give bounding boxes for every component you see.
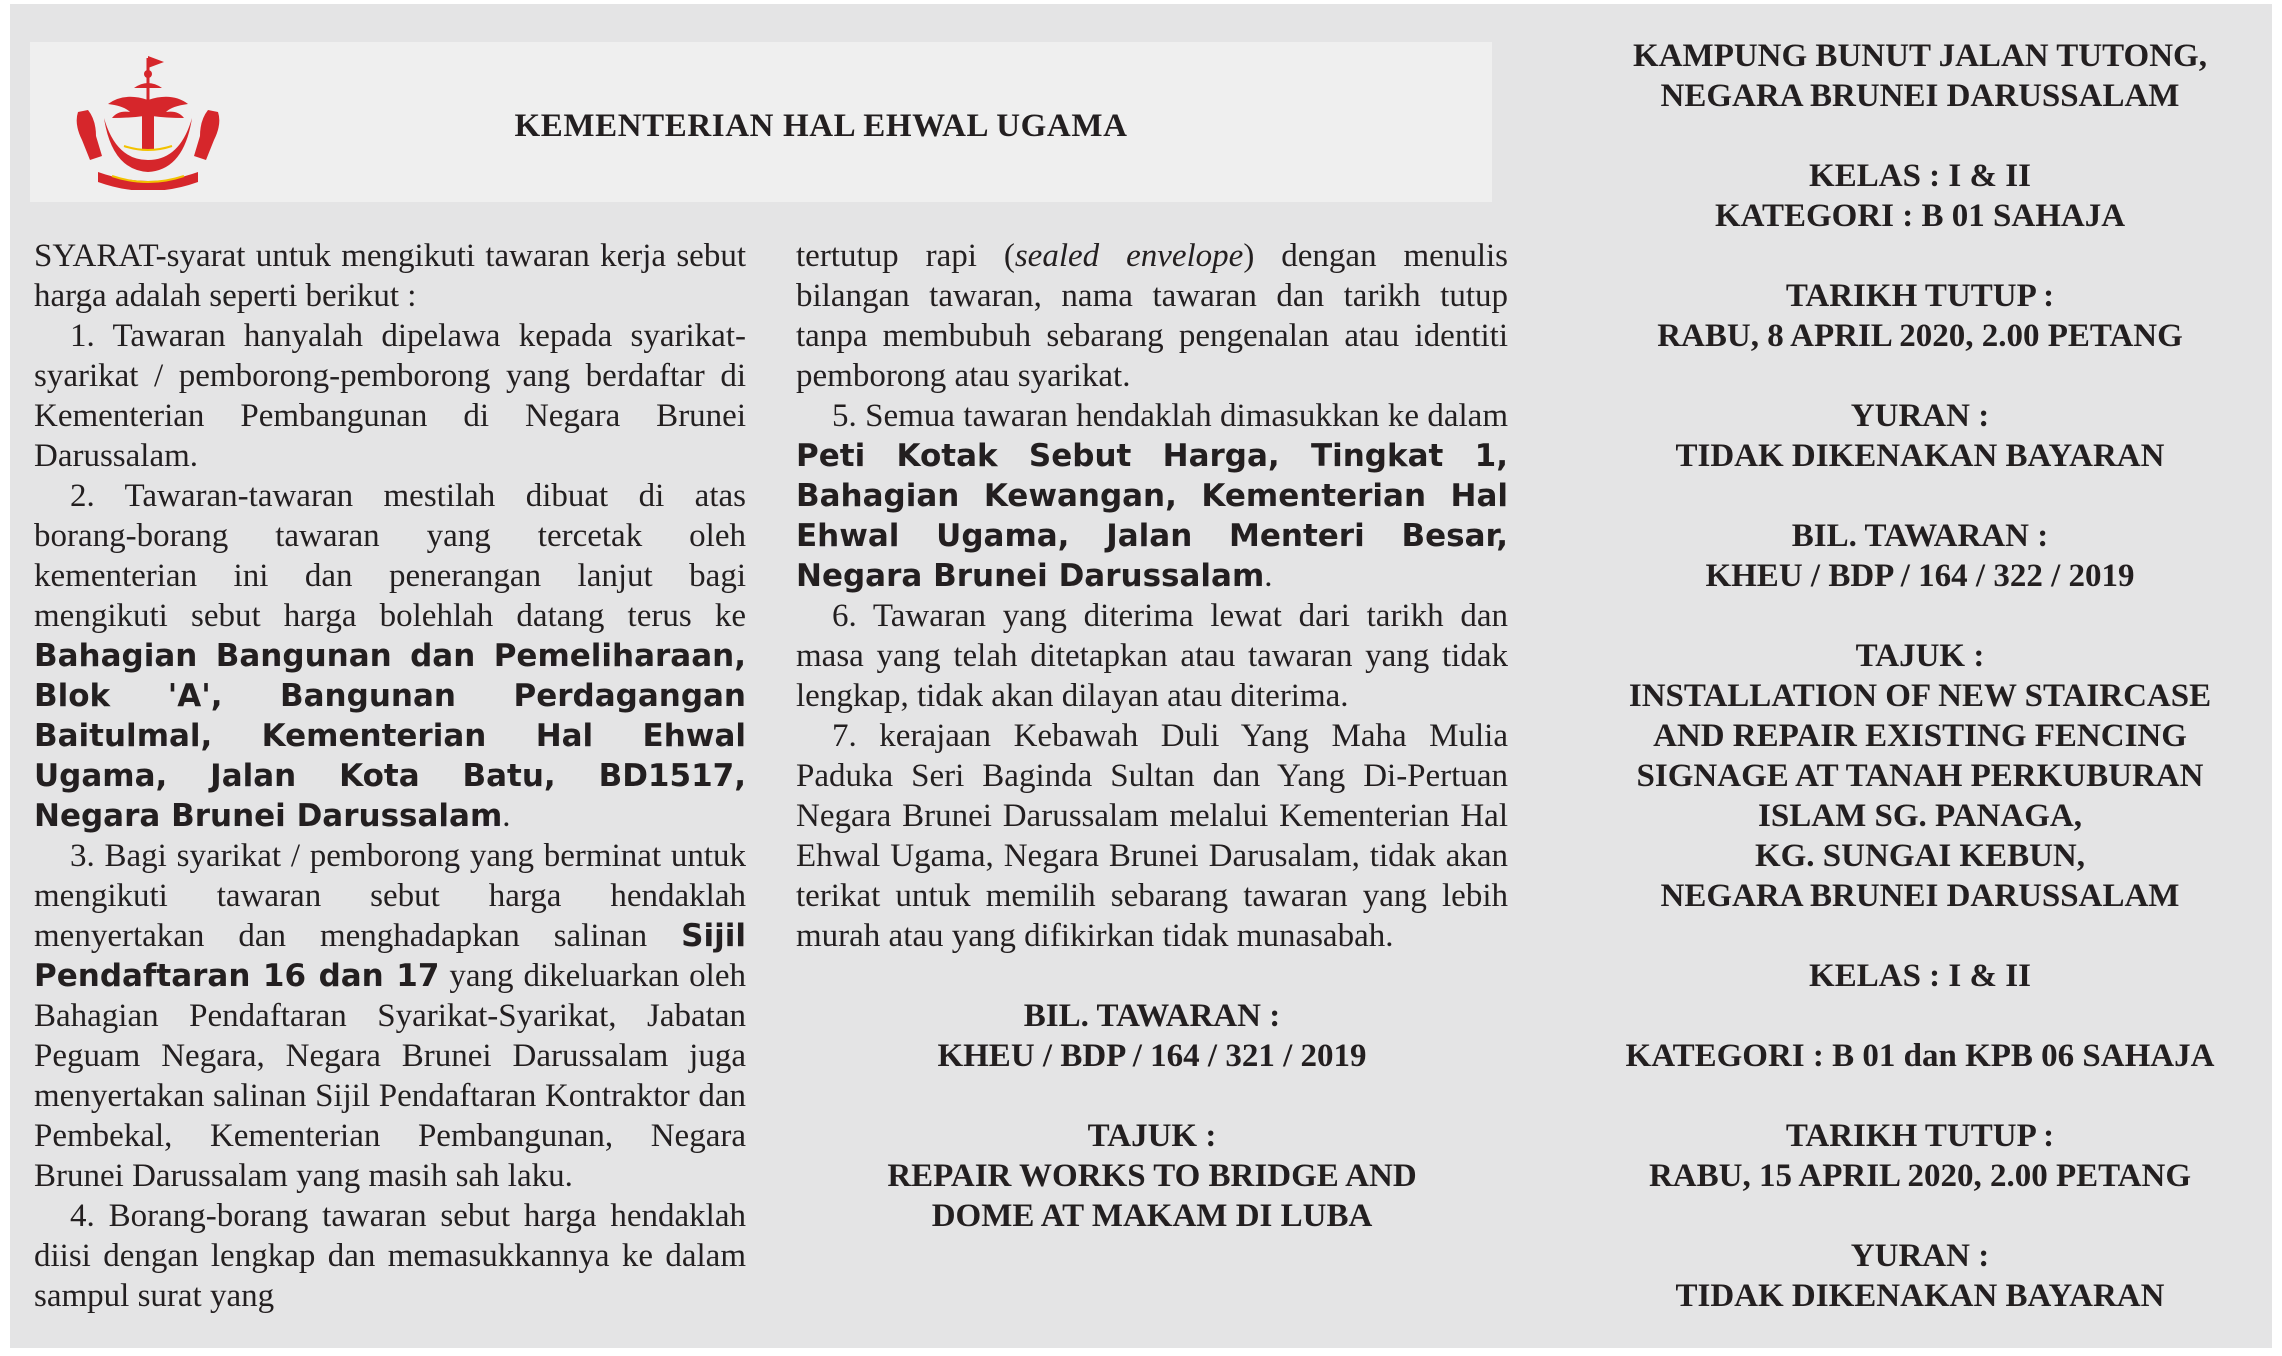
- header-banner: [30, 42, 1492, 202]
- conditions-column-1: [34, 236, 746, 1316]
- tender-1-bil-value: KHEU / BDP / 164 / 321 / 2019: [937, 1038, 1367, 1074]
- condition-item-5-end: .: [1264, 558, 1273, 594]
- tender-1-tajuk-line: REPAIR WORKS TO BRIDGE AND: [887, 1158, 1417, 1194]
- conditions-intro: SYARAT-syarat untuk mengikuti tawaran kerja sebut harga adalah seperti berikut :: [34, 238, 746, 314]
- tender-1-location: NEGARA BRUNEI DARUSSALAM: [1660, 78, 2180, 114]
- tender-2-tajuk-line: KG. SUNGAI KEBUN,: [1754, 838, 2086, 874]
- ministry-title: KEMENTERIAN HAL EHWAL UGAMA: [514, 108, 1128, 144]
- tender-2-tajuk-line: NEGARA BRUNEI DARUSSALAM: [1660, 878, 2180, 914]
- tender-1-kategori: KATEGORI : B 01 SAHAJA: [1714, 198, 2126, 234]
- tender-1-bil-label: BIL. TAWARAN :: [1023, 998, 1281, 1034]
- tender-1-tarikh-label: TARIKH TUTUP :: [1785, 278, 2055, 314]
- sealed-envelope-term: sealed envelope: [1014, 238, 1244, 274]
- tender-2-tajuk-line: AND REPAIR EXISTING FENCING: [1653, 718, 2187, 754]
- tender-2-tajuk-label: TAJUK :: [1855, 638, 1985, 674]
- tender-2-tarikh-value: RABU, 15 APRIL 2020, 2.00 PETANG: [1648, 1158, 2192, 1194]
- condition-item-4-continued: [796, 236, 1508, 396]
- tender-1-tajuk-line: DOME AT MAKAM DI LUBA: [931, 1198, 1373, 1234]
- condition-item-2-end: .: [502, 798, 511, 834]
- tender-1-location: KAMPUNG BUNUT JALAN TUTONG,: [1633, 38, 2207, 74]
- condition-item-4: 4. Borang-borang tawaran sebut harga hendaklah diisi dengan lengkap dan memasukkannya ke dalam sampul surat yang: [34, 1198, 746, 1314]
- tender-2-tajuk-line: SIGNAGE AT TANAH PERKUBURAN: [1636, 758, 2204, 794]
- condition-item-6: 6. Tawaran yang diterima lewat dari tarikh dan masa yang telah ditetapkan atau tawaran yang tidak lengkap, tidak akan dilayan atau diterima.: [796, 598, 1508, 714]
- condition-item-3: [34, 836, 746, 1196]
- continued-text-a: tertutup rapi (: [796, 238, 1015, 274]
- condition-item-3-end: yang dikeluarkan oleh Bahagian Pendaftaran Syarikat-Syarikat, Jabatan Peguam Negara, Negara Brunei Darussalam juga menyertakan salinan Sijil Pendaftaran Kontraktor dan Pembekal, Kementerian Pembangunan, Negara Brunei Darussalam yang masih sah laku.: [34, 958, 746, 1194]
- condition-item-2: [34, 476, 746, 836]
- tender-details-column: [1570, 36, 2270, 1316]
- condition-item-2-text: 2. Tawaran-tawaran mestilah dibuat di atas borang-borang tawaran yang tercetak oleh kementerian ini dan penerangan lanjut bagi mengikuti sebut harga bolehlah datang terus ke: [34, 478, 746, 634]
- continued-text-b: ) dengan menulis bilangan tawaran, nama tawaran dan tarikh tutup tanpa membubuh sebarang pengenalan atau identiti pemborong atau syarikat.: [796, 238, 1509, 394]
- condition-item-5-text: 5. Semua tawaran hendaklah dimasukkan ke dalam: [832, 398, 1508, 434]
- notice-page: [10, 4, 2272, 1348]
- tender-1-yuran-value: TIDAK DIKENAKAN BAYARAN: [1675, 438, 2165, 474]
- tender-2-bil-value: KHEU / BDP / 164 / 322 / 2019: [1705, 558, 2135, 594]
- tender-2-kelas: KELAS : I & II: [1809, 958, 2031, 994]
- condition-item-3-text: 3. Bagi syarikat / pemborong yang berminat untuk mengikuti tawaran sebut harga hendaklah menyertakan dan menghadapkan salinan: [34, 838, 746, 954]
- tender-1-tarikh-value: RABU, 8 APRIL 2020, 2.00 PETANG: [1657, 318, 2183, 354]
- condition-item-7: 7. kerajaan Kebawah Duli Yang Maha Mulia Paduka Seri Baginda Sultan dan Yang Di-Pertuan Negara Brunei Darussalam melalui Kementerian Hal Ehwal Ugama, Negara Brunei Darusalam, tidak akan terikat untuk memilih sebarang tawaran yang lebih murah atau yang difikirkan tidak munasabah.: [796, 718, 1508, 954]
- tender-1-kelas: KELAS : I & II: [1809, 158, 2031, 194]
- tender-2-tajuk-line: ISLAM SG. PANAGA,: [1758, 798, 2082, 834]
- condition-item-3-certificate: Sijil Pendaftaran 16 dan 17: [34, 918, 746, 994]
- tender-2-yuran-label: YURAN :: [1850, 1238, 1990, 1274]
- condition-item-2-address: Bahagian Bangunan dan Pemeliharaan, Blok 'A', Bangunan Perdagangan Baitulmal, Kementerian Hal Ehwal Ugama, Jalan Kota Batu, BD1517, Negara Brunei Darussalam: [34, 638, 746, 834]
- tender-2-bil-label: BIL. TAWARAN :: [1791, 518, 2049, 554]
- condition-item-1: 1. Tawaran hanyalah dipelawa kepada syarikat-syarikat / pemborong-pemborong yang berdaftar di Kementerian Pembangunan di Negara Brunei Darussalam.: [34, 318, 746, 474]
- tender-2-yuran-value: TIDAK DIKENAKAN BAYARAN: [1675, 1278, 2165, 1314]
- condition-item-5-location: Peti Kotak Sebut Harga, Tingkat 1, Bahagian Kewangan, Kementerian Hal Ehwal Ugama, Jalan Menteri Besar, Negara Brunei Darussalam: [796, 438, 1508, 594]
- condition-item-5: [796, 396, 1508, 596]
- tender-2-tajuk-line: INSTALLATION OF NEW STAIRCASE: [1628, 678, 2212, 714]
- tender-1-block: [796, 996, 1508, 1236]
- tender-2-kategori: KATEGORI : B 01 dan KPB 06 SAHAJA: [1625, 1038, 2215, 1074]
- conditions-column-2: [796, 236, 1508, 1236]
- tender-2-tarikh-label: TARIKH TUTUP :: [1785, 1118, 2055, 1154]
- tender-1-tajuk-label: TAJUK :: [1087, 1118, 1217, 1154]
- tender-1-yuran-label: YURAN :: [1850, 398, 1990, 434]
